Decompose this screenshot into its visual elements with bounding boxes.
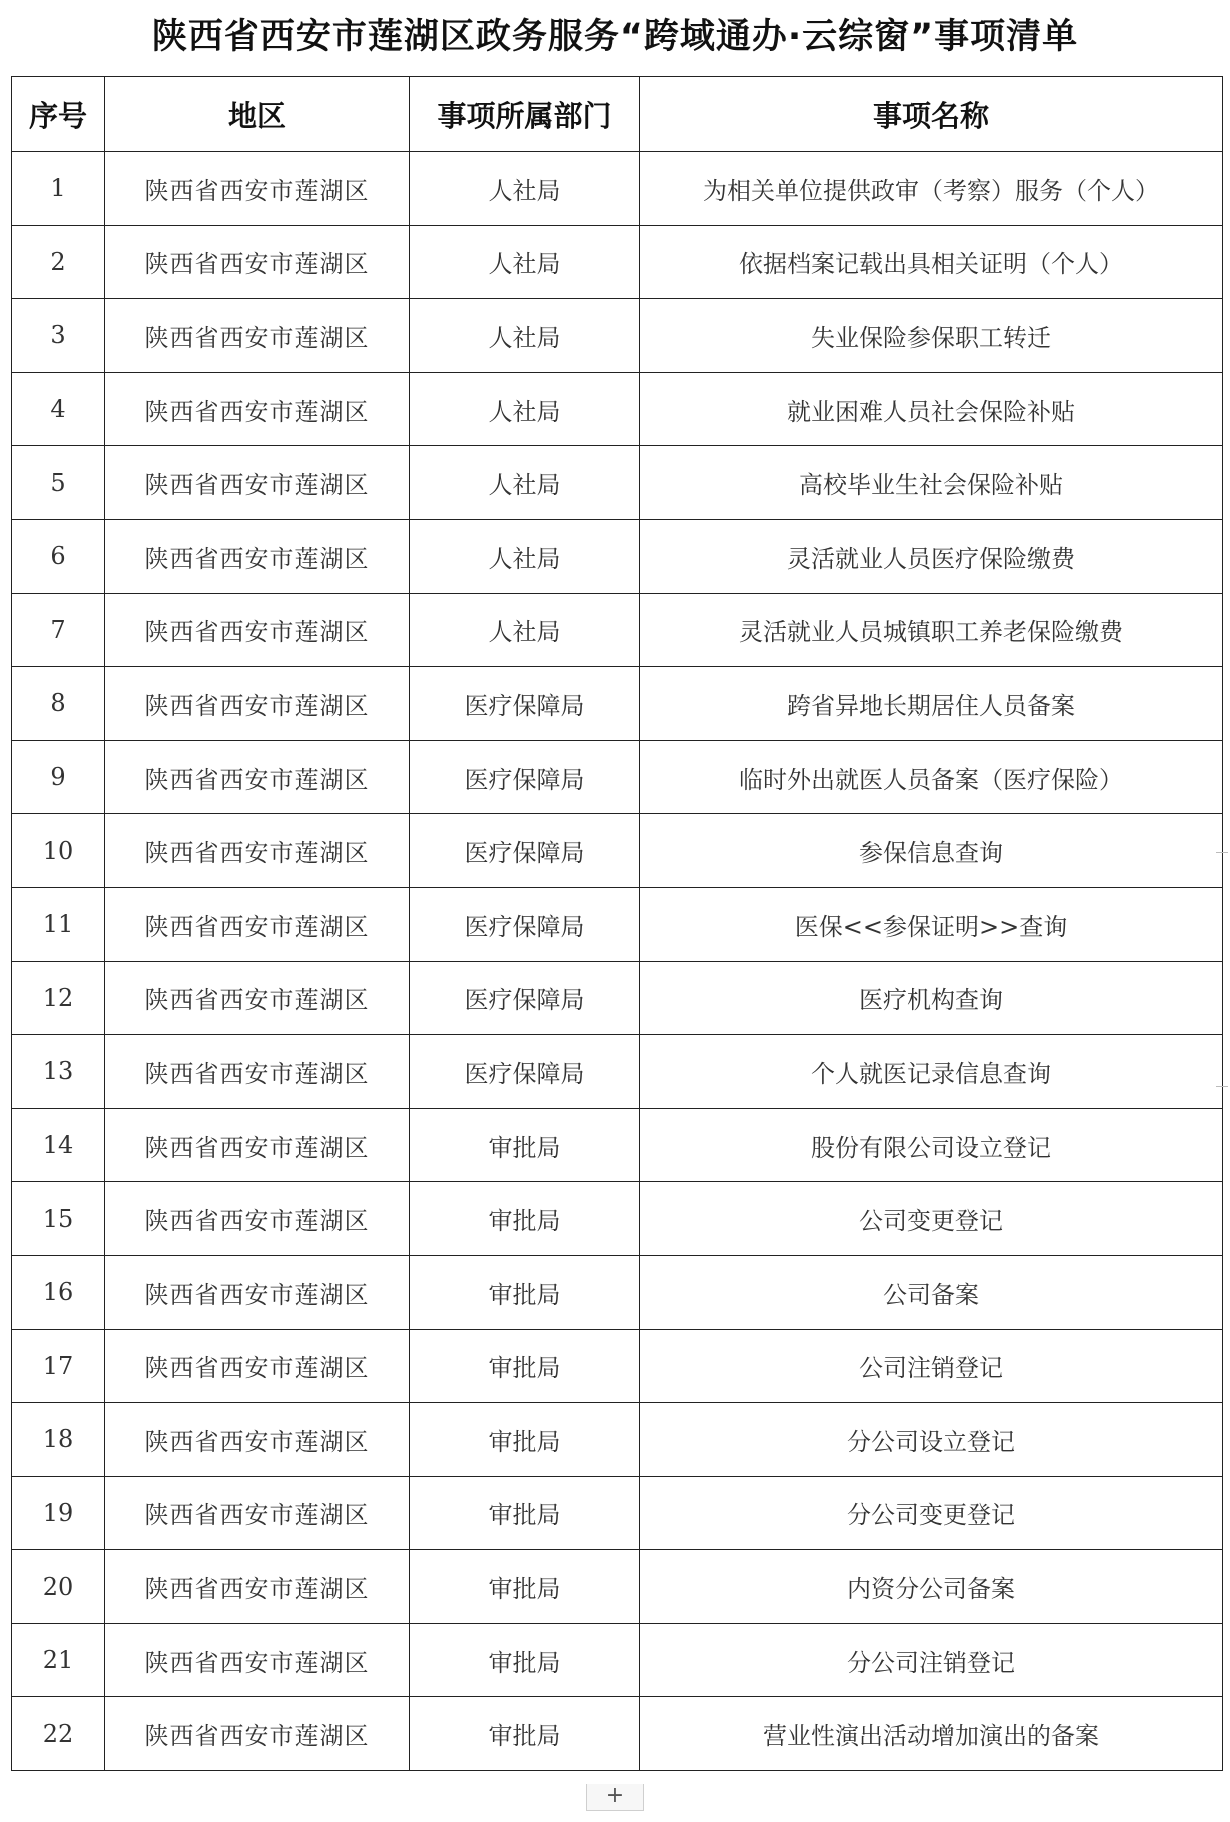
cell-no: 9 (12, 740, 105, 814)
cell-dept: 人社局 (410, 372, 640, 446)
cell-no: 16 (12, 1255, 105, 1329)
table-row (12, 1329, 1223, 1403)
cell-item-name: 就业困难人员社会保险补贴 (640, 372, 1223, 446)
cell-region: 陕西省西安市莲湖区 (105, 667, 410, 741)
cell-region: 陕西省西安市莲湖区 (105, 814, 410, 888)
table-row (12, 887, 1223, 961)
cell-no: 1 (12, 152, 105, 226)
cell-dept: 审批局 (410, 1403, 640, 1477)
cell-no: 3 (12, 299, 105, 373)
cell-item-name: 分公司注销登记 (640, 1623, 1223, 1697)
cell-dept: 人社局 (410, 299, 640, 373)
cell-no: 14 (12, 1108, 105, 1182)
cell-item-name: 跨省异地长期居住人员备案 (640, 667, 1223, 741)
header-item-name: 事项名称 (640, 77, 1223, 152)
cell-dept: 审批局 (410, 1550, 640, 1624)
cell-item-name: 医疗机构查询 (640, 961, 1223, 1035)
cell-dept: 人社局 (410, 225, 640, 299)
cell-no: 15 (12, 1182, 105, 1256)
table-row (12, 372, 1223, 446)
cell-dept: 医疗保障局 (410, 740, 640, 814)
cell-region: 陕西省西安市莲湖区 (105, 1255, 410, 1329)
cell-region: 陕西省西安市莲湖区 (105, 1329, 410, 1403)
cell-item-name: 公司备案 (640, 1255, 1223, 1329)
table-row (12, 814, 1223, 888)
cell-dept: 审批局 (410, 1329, 640, 1403)
cell-region: 陕西省西安市莲湖区 (105, 1623, 410, 1697)
items-table (11, 76, 1223, 1771)
table-row (12, 1550, 1223, 1624)
cell-no: 19 (12, 1476, 105, 1550)
cell-dept: 审批局 (410, 1255, 640, 1329)
cell-no: 20 (12, 1550, 105, 1624)
table-row (12, 225, 1223, 299)
table-row (12, 1182, 1223, 1256)
header-region: 地区 (105, 77, 410, 152)
cell-item-name: 分公司变更登记 (640, 1476, 1223, 1550)
cell-item-name: 高校毕业生社会保险补贴 (640, 446, 1223, 520)
cell-dept: 医疗保障局 (410, 667, 640, 741)
cell-item-name: 股份有限公司设立登记 (640, 1108, 1223, 1182)
cell-item-name: 内资分公司备案 (640, 1550, 1223, 1624)
cell-item-name: 个人就医记录信息查询 (640, 1035, 1223, 1109)
cell-region: 陕西省西安市莲湖区 (105, 1476, 410, 1550)
cell-dept: 医疗保障局 (410, 887, 640, 961)
table-row (12, 740, 1223, 814)
page-edge-marker (1216, 852, 1228, 853)
cell-region: 陕西省西安市莲湖区 (105, 887, 410, 961)
cell-region: 陕西省西安市莲湖区 (105, 1697, 410, 1771)
cell-region: 陕西省西安市莲湖区 (105, 519, 410, 593)
table-row (12, 299, 1223, 373)
cell-no: 7 (12, 593, 105, 667)
table-row (12, 1623, 1223, 1697)
header-no: 序号 (12, 77, 105, 152)
cell-item-name: 公司变更登记 (640, 1182, 1223, 1256)
cell-dept: 人社局 (410, 152, 640, 226)
cell-region: 陕西省西安市莲湖区 (105, 225, 410, 299)
cell-item-name: 依据档案记载出具相关证明（个人） (640, 225, 1223, 299)
cell-no: 6 (12, 519, 105, 593)
cell-no: 18 (12, 1403, 105, 1477)
table-row (12, 1108, 1223, 1182)
cell-no: 2 (12, 225, 105, 299)
table-row (12, 446, 1223, 520)
cell-item-name: 参保信息查询 (640, 814, 1223, 888)
cell-dept: 人社局 (410, 519, 640, 593)
cell-item-name: 公司注销登记 (640, 1329, 1223, 1403)
cell-region: 陕西省西安市莲湖区 (105, 1182, 410, 1256)
table-header-row (12, 77, 1223, 152)
cell-dept: 医疗保障局 (410, 1035, 640, 1109)
cell-region: 陕西省西安市莲湖区 (105, 1403, 410, 1477)
cell-no: 5 (12, 446, 105, 520)
cell-region: 陕西省西安市莲湖区 (105, 152, 410, 226)
cell-no: 11 (12, 887, 105, 961)
table-row (12, 1697, 1223, 1771)
cell-region: 陕西省西安市莲湖区 (105, 740, 410, 814)
cell-item-name: 灵活就业人员医疗保险缴费 (640, 519, 1223, 593)
cell-dept: 审批局 (410, 1476, 640, 1550)
cell-no: 8 (12, 667, 105, 741)
cell-item-name: 失业保险参保职工转迁 (640, 299, 1223, 373)
cell-dept: 审批局 (410, 1697, 640, 1771)
cell-no: 12 (12, 961, 105, 1035)
cell-no: 22 (12, 1697, 105, 1771)
table-row (12, 152, 1223, 226)
cell-item-name: 营业性演出活动增加演出的备案 (640, 1697, 1223, 1771)
page-title: 陕西省西安市莲湖区政务服务“跨域通办·云综窗”事项清单 (151, 17, 1079, 57)
cell-item-name: 分公司设立登记 (640, 1403, 1223, 1477)
cell-no: 21 (12, 1623, 105, 1697)
table-row (12, 667, 1223, 741)
table-row (12, 1476, 1223, 1550)
table-row (12, 519, 1223, 593)
add-row-button[interactable]: + (586, 1784, 644, 1811)
cell-no: 17 (12, 1329, 105, 1403)
cell-region: 陕西省西安市莲湖区 (105, 1550, 410, 1624)
cell-region: 陕西省西安市莲湖区 (105, 299, 410, 373)
cell-dept: 人社局 (410, 446, 640, 520)
cell-no: 13 (12, 1035, 105, 1109)
cell-item-name: 为相关单位提供政审（考察）服务（个人） (640, 152, 1223, 226)
cell-region: 陕西省西安市莲湖区 (105, 372, 410, 446)
header-dept: 事项所属部门 (410, 77, 640, 152)
cell-dept: 审批局 (410, 1623, 640, 1697)
table-row (12, 1255, 1223, 1329)
table-row (12, 961, 1223, 1035)
page-edge-marker (1216, 1086, 1228, 1087)
cell-dept: 医疗保障局 (410, 814, 640, 888)
cell-item-name: 灵活就业人员城镇职工养老保险缴费 (640, 593, 1223, 667)
cell-no: 10 (12, 814, 105, 888)
table-row (12, 1035, 1223, 1109)
cell-dept: 审批局 (410, 1182, 640, 1256)
table-row (12, 1403, 1223, 1477)
cell-item-name: 临时外出就医人员备案（医疗保险） (640, 740, 1223, 814)
cell-dept: 审批局 (410, 1108, 640, 1182)
cell-region: 陕西省西安市莲湖区 (105, 593, 410, 667)
cell-region: 陕西省西安市莲湖区 (105, 446, 410, 520)
cell-no: 4 (12, 372, 105, 446)
cell-item-name: 医保<<参保证明>>查询 (640, 887, 1223, 961)
cell-region: 陕西省西安市莲湖区 (105, 961, 410, 1035)
cell-dept: 人社局 (410, 593, 640, 667)
cell-region: 陕西省西安市莲湖区 (105, 1035, 410, 1109)
table-row (12, 593, 1223, 667)
cell-dept: 医疗保障局 (410, 961, 640, 1035)
cell-region: 陕西省西安市莲湖区 (105, 1108, 410, 1182)
